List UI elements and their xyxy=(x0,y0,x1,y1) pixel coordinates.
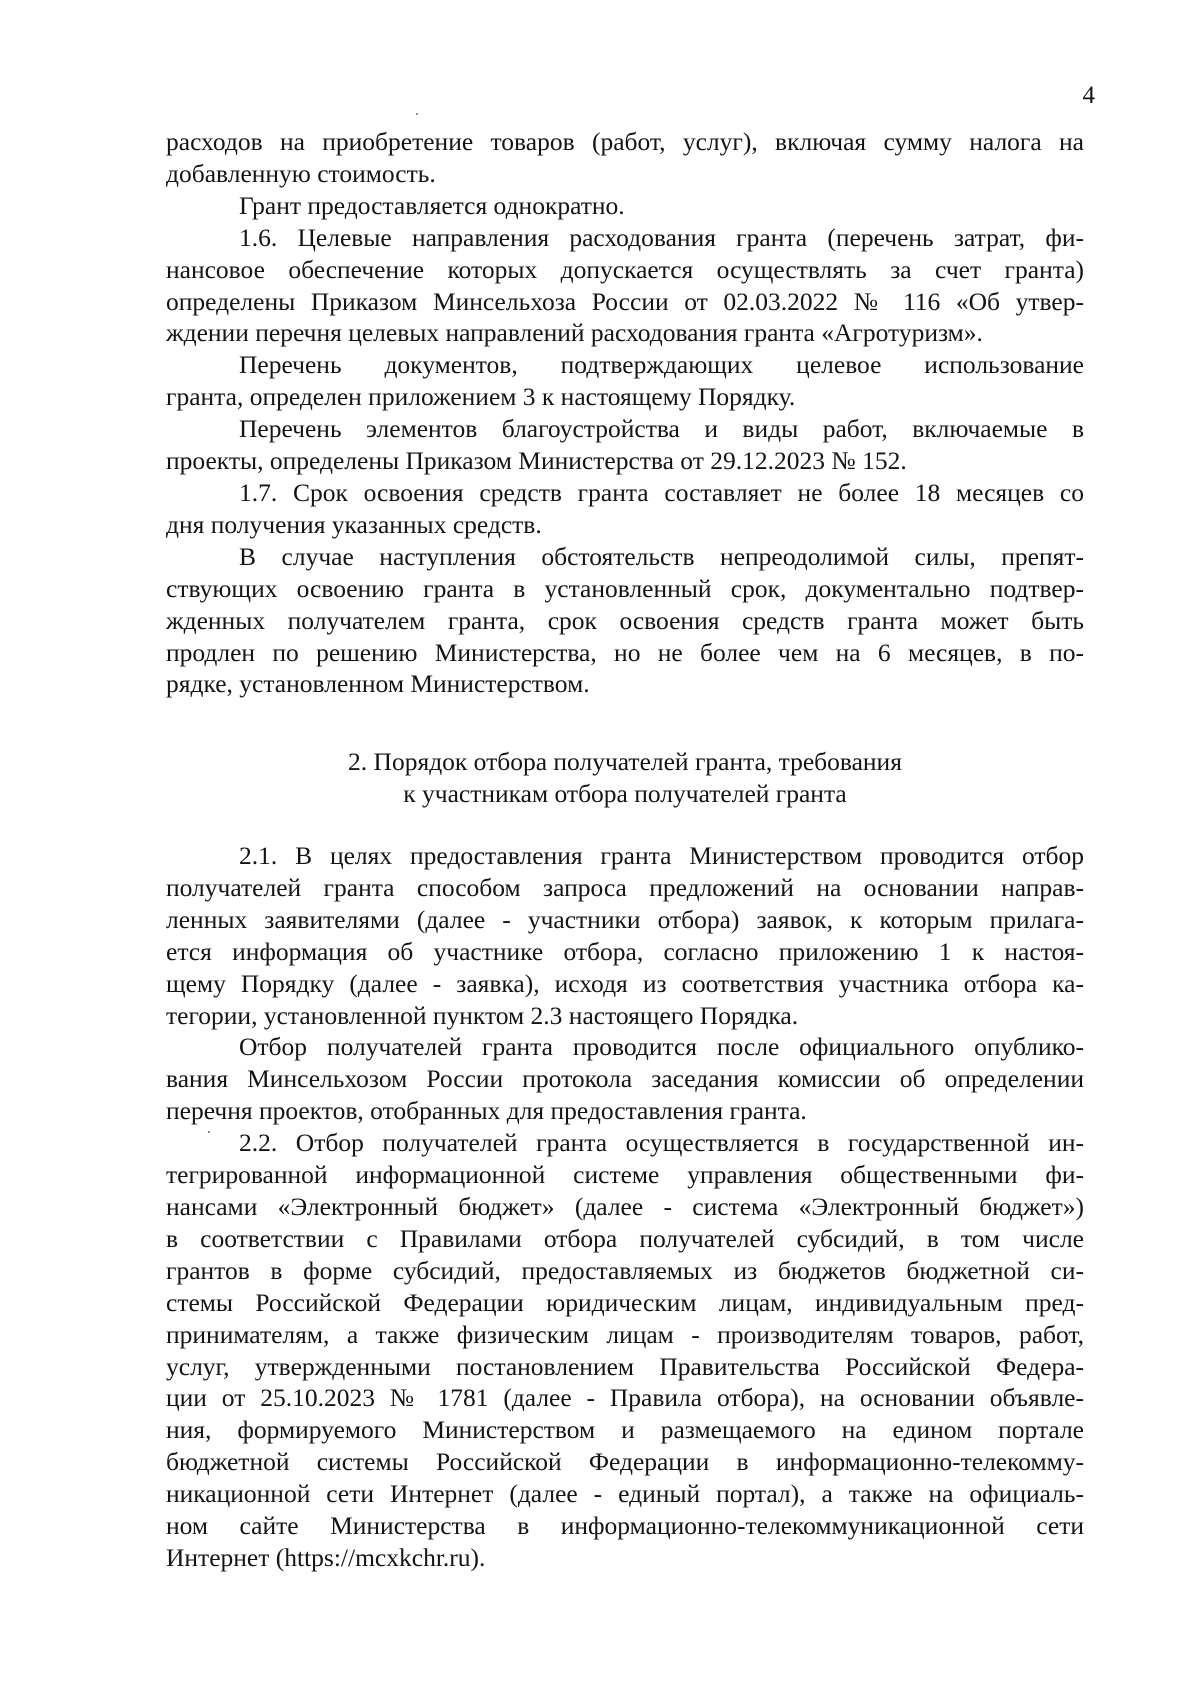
text-line: 1.7. Срок освоения средств гранта составляет не более 18 месяцев со xyxy=(239,477,1084,507)
text-line: услуг, утвержденными постановлением Правительства Российской Федера- xyxy=(166,1351,1084,1381)
text-line: расходов на приобретение товаров (работ, услуг), включая сумму налога на xyxy=(166,127,1084,156)
text-line: Грант предоставляется однократно. xyxy=(239,190,625,220)
text-line: ном сайте Министерства в информационно-телекоммуникационной сети xyxy=(166,1511,1084,1541)
text-line: дня получения указанных средств. xyxy=(166,509,542,539)
text-line: рядке, установленном Министерством. xyxy=(166,669,590,699)
text-line: получателей гранта способом запроса предложений на основании направ- xyxy=(166,872,1084,902)
text-line: Перечень элементов благоустройства и виды работ, включаемые в xyxy=(239,414,1084,444)
text-line: продлен по решению Министерства, но не более чем на 6 месяцев, в по- xyxy=(166,637,1084,667)
text-line: щему Порядку (далее - заявка), исходя из соответствия участника отбора ка- xyxy=(166,968,1084,998)
text-line: ется информация об участнике отбора, согласно приложению 1 к настоя- xyxy=(166,936,1084,966)
heading-line: 2. Порядок отбора получателей гранта, требования xyxy=(348,747,902,776)
text-line: ствующих освоению гранта в установленный срок, документально подтвер- xyxy=(166,573,1084,603)
text-line: добавленную стоимость. xyxy=(166,158,436,188)
text-line: в соответствии с Правилами отбора получателей субсидий, в том числе xyxy=(166,1223,1084,1253)
text-line: ждении перечня целевых направлений расходования гранта «Агротуризм». xyxy=(166,318,983,348)
text-line: тегории, установленной пунктом 2.3 настоящего Порядка. xyxy=(166,1000,799,1030)
scan-speck xyxy=(416,113,418,115)
text-line: принимателям, а также физическим лицам - производителям товаров, работ, xyxy=(166,1319,1084,1349)
text-line: нансами «Электронный бюджет» (далее - система «Электронный бюджет») xyxy=(166,1191,1084,1221)
heading-line: к участникам отбора получателей гранта xyxy=(403,779,847,808)
text-line: грантов в форме субсидий, предоставляемых из бюджетов бюджетной си- xyxy=(166,1255,1084,1285)
text-line: ния, формируемого Министерством и размещаемого на едином портале xyxy=(166,1415,1084,1445)
text-line: вания Минсельхозом России протокола заседания комиссии об определении xyxy=(166,1064,1084,1094)
text-line: стемы Российской Федерации юридическим лицам, индивидуальным пред- xyxy=(166,1287,1084,1317)
text-line: гранта, определен приложением 3 к настоящему Порядку. xyxy=(166,382,796,412)
text-line: В случае наступления обстоятельств непреодолимой силы, препят- xyxy=(239,541,1084,571)
text-line: бюджетной системы Российской Федерации в информационно-телекомму- xyxy=(166,1447,1084,1477)
section-1-text xyxy=(166,126,1084,700)
text-line: жденных получателем гранта, срок освоения средств гранта может быть xyxy=(166,605,1084,635)
page-number: 4 xyxy=(1082,82,1095,109)
text-line: перечня проектов, отобранных для предоставления гранта. xyxy=(166,1096,807,1126)
text-line: 2.1. В целях предоставления гранта Министерством проводится отбор xyxy=(239,841,1084,870)
text-line: определены Приказом Минсельхоза России от 02.03.2022 № 116 «Об утвер- xyxy=(166,286,1084,316)
text-line: 2.2. Отбор получателей гранта осуществляется в государственной ин- xyxy=(239,1128,1084,1158)
text-line: Перечень документов, подтверждающих целевое использование xyxy=(239,350,1084,380)
text-line: Отбор получателей гранта проводится после официального опублико- xyxy=(239,1032,1084,1062)
text-line: 1.6. Целевые направления расходования гранта (перечень затрат, фи- xyxy=(239,222,1084,252)
section-2-text xyxy=(166,840,1084,1574)
text-line: ции от 25.10.2023 № 1781 (далее - Правила отбора), на основании объявле- xyxy=(166,1383,1084,1413)
text-line: никационной сети Интернет (далее - единый портал), а также на официаль- xyxy=(166,1479,1084,1509)
text-line: Интернет (https://mcxkchr.ru). xyxy=(166,1542,486,1572)
text-line: проекты, определены Приказом Министерства от 29.12.2023 № 152. xyxy=(166,446,907,476)
text-line: тегрированной информационной системе управления общественными фи- xyxy=(166,1160,1084,1190)
text-line: ленных заявителями (далее - участники отбора) заявок, к которым прилага- xyxy=(166,904,1084,934)
text-line: нансовое обеспечение которых допускается осуществлять за счет гранта) xyxy=(166,254,1084,284)
section-2-heading xyxy=(166,746,1084,810)
